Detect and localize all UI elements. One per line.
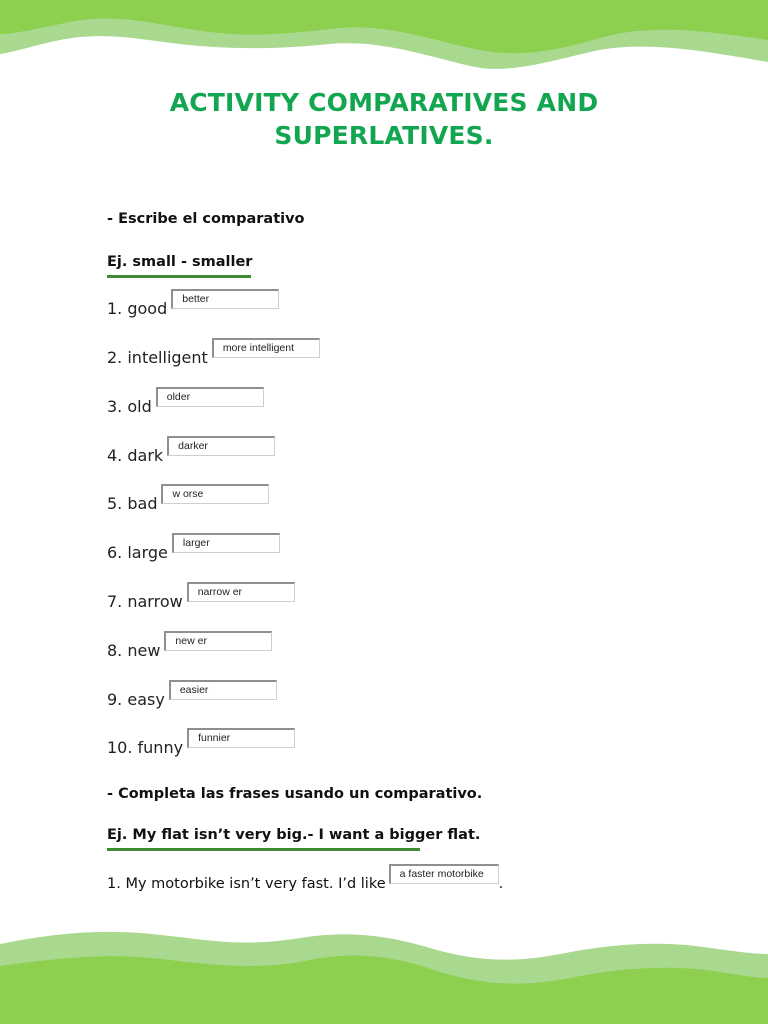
item-label: 10. funny — [107, 738, 184, 757]
item-label: 2. intelligent — [107, 348, 208, 367]
item-label: 3. old — [107, 397, 152, 416]
item-label: 6. large — [107, 543, 168, 562]
answer-field[interactable]: a faster motorbike — [389, 864, 499, 884]
sentence-label: 1. My motorbike isn’t very fast. I’d like — [107, 876, 386, 892]
exercise-item-10 — [107, 732, 295, 758]
answer-field[interactable]: larger — [172, 533, 280, 553]
title-line-1: ACTIVITY COMPARATIVES AND — [169, 88, 599, 117]
exercise-item-1 — [107, 293, 279, 319]
example-underline — [107, 275, 251, 278]
exercise-item-6 — [107, 537, 280, 563]
item-label: 5. bad — [107, 494, 158, 513]
answer-field[interactable]: funnier — [187, 728, 295, 748]
exercise-item-8 — [107, 635, 272, 661]
item-label: 9. easy — [107, 690, 165, 709]
item-label: 8. new — [107, 641, 161, 660]
answer-field[interactable]: older — [156, 387, 264, 407]
answer-field[interactable]: new er — [164, 631, 272, 651]
exercise-item-2 — [107, 342, 320, 368]
section-2-example: Ej. My flat isn’t very big.- I want a bigger flat. — [107, 827, 481, 843]
answer-field[interactable]: darker — [167, 436, 275, 456]
item-label: 1. good — [107, 299, 168, 318]
item-label: 4. dark — [107, 446, 164, 465]
example-underline — [107, 848, 420, 851]
section-1-heading: - Escribe el comparativo — [107, 211, 305, 227]
section-2-heading: - Completa las frases usando un comparativo. — [107, 786, 483, 802]
exercise-item-5 — [107, 488, 269, 514]
answer-field[interactable]: more intelligent — [212, 338, 320, 358]
top-wave-decoration — [0, 0, 768, 80]
answer-field[interactable]: w orse — [161, 484, 269, 504]
exercise-item-7 — [107, 586, 295, 612]
page-title — [0, 86, 768, 152]
answer-field[interactable]: better — [171, 289, 279, 309]
sentence-end: . — [498, 876, 504, 892]
exercise-item-4 — [107, 440, 275, 466]
bottom-wave-decoration — [0, 914, 768, 1024]
exercise-item-9 — [107, 684, 277, 710]
answer-field[interactable]: narrow er — [187, 582, 295, 602]
item-label: 7. narrow — [107, 592, 183, 611]
exercise-item-3 — [107, 391, 264, 417]
section-1-example: Ej. small - smaller — [107, 254, 253, 270]
answer-field[interactable]: easier — [169, 680, 277, 700]
sentence-item-1 — [107, 868, 504, 894]
title-line-2: SUPERLATIVES. — [274, 121, 494, 150]
